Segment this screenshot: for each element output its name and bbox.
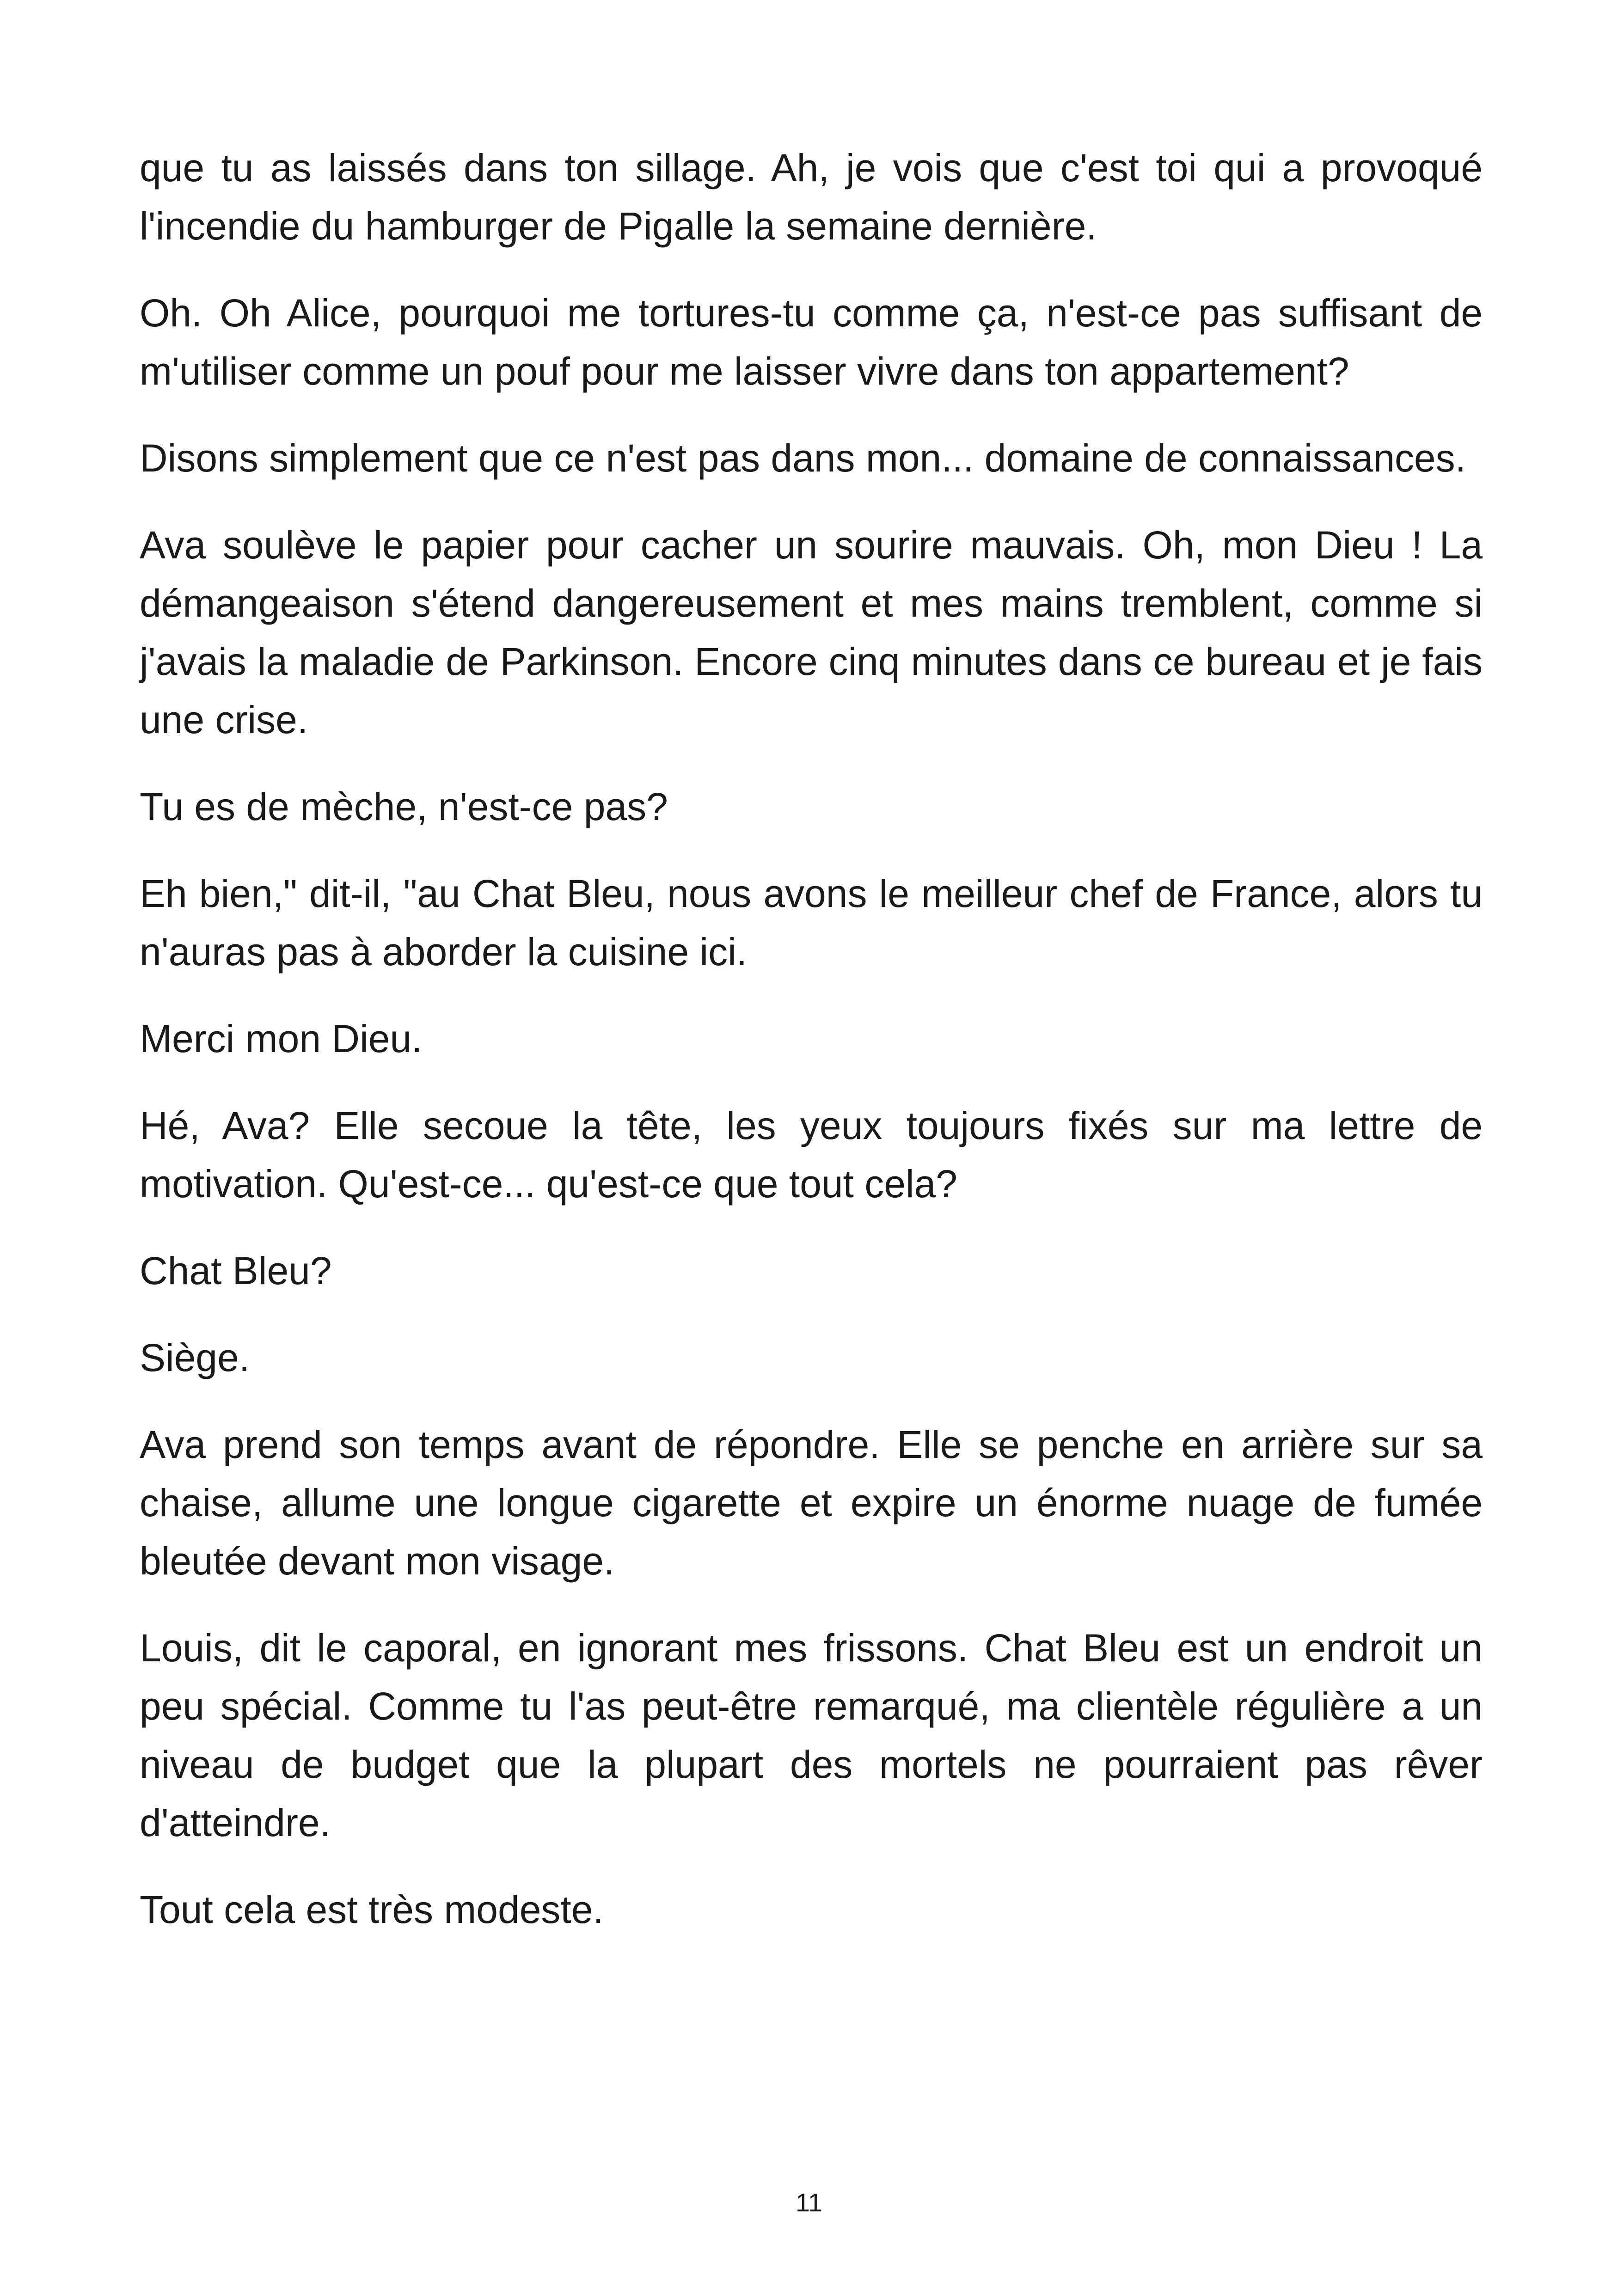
body-text — [140, 139, 1483, 1967]
paragraph-2: Oh. Oh Alice, pourquoi me tortures-tu comme ça, n'est-ce pas suffisant de m'utiliser comme un pouf pour me laisser vivre dans ton appartement? — [140, 291, 1483, 393]
paragraph-6: Eh bien," dit-il, "au Chat Bleu, nous avons le meilleur chef de France, alors tu n'auras pas à aborder la cuisine ici. — [140, 872, 1483, 974]
paragraph-3: Disons simplement que ce n'est pas dans mon... domaine de connaissances. — [140, 436, 1466, 480]
paragraph-8: Hé, Ava? Elle secoue la tête, les yeux toujours fixés sur ma lettre de motivation. Qu'est-ce... qu'est-ce que tout cela? — [140, 1104, 1483, 1206]
paragraph-4: Ava soulève le papier pour cacher un sourire mauvais. Oh, mon Dieu ! La démangeaison s'étend dangereusement et mes mains tremblent, comme si j'avais la maladie de Parkinson. Encore cinq minutes dans ce bureau et je fais une crise. — [140, 523, 1483, 741]
paragraph-12: Louis, dit le caporal, en ignorant mes frissons. Chat Bleu est un endroit un peu spécial. Comme tu l'as peut-être remarqué, ma clientèle régulière a un niveau de budget que la plupart des mortels ne pourraient pas rêver d'atteindre. — [140, 1626, 1483, 1844]
paragraph-13: Tout cela est très modeste. — [140, 1888, 604, 1931]
paragraph-7: Merci mon Dieu. — [140, 1017, 423, 1060]
paragraph-10: Siège. — [140, 1336, 250, 1379]
paragraph-5: Tu es de mèche, n'est-ce pas? — [140, 785, 668, 828]
page-number: 11 — [795, 2188, 823, 2217]
paragraph-11: Ava prend son temps avant de répondre. Elle se penche en arrière sur sa chaise, allume une longue cigarette et expire un énorme nuage de fumée bleutée devant mon visage. — [140, 1423, 1483, 1583]
paragraph-1: que tu as laissés dans ton sillage. Ah, je vois que c'est toi qui a provoqué l'incendie du hamburger de Pigalle la semaine dernière. — [140, 146, 1483, 248]
paragraph-9: Chat Bleu? — [140, 1249, 332, 1292]
